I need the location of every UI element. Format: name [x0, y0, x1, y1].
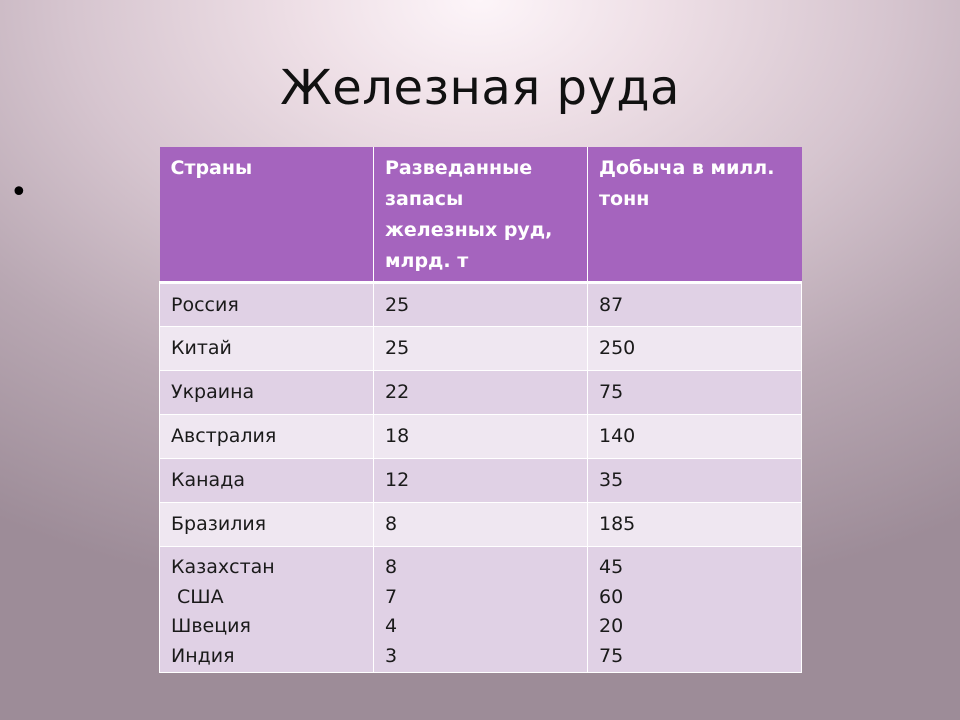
- slide-title: Железная руда: [280, 60, 680, 116]
- table-row: [160, 371, 802, 415]
- table-row-grouped: [160, 547, 802, 673]
- cell-reserves: 4: [385, 615, 398, 637]
- cell-reserves: 7: [385, 585, 398, 608]
- cell-country: США: [171, 585, 224, 608]
- cell-reserves: 3: [385, 644, 398, 667]
- cell-production: 45: [599, 556, 624, 578]
- cell-reserves: 8: [385, 556, 398, 578]
- cell-country: Украина: [160, 371, 374, 415]
- cell-production: 35: [588, 459, 802, 503]
- cell-production: 87: [588, 283, 802, 327]
- header-production: Добыча в милл. тонн: [588, 147, 802, 283]
- table-row: [160, 459, 802, 503]
- table-row: [160, 503, 802, 547]
- table-row: [160, 415, 802, 459]
- cell-reserves: 25: [374, 283, 588, 327]
- cell-country: Китай: [160, 327, 374, 371]
- cell-country: Россия: [160, 283, 374, 327]
- header-reserves: Разведанные запасы железных руд, млрд. т: [374, 147, 588, 283]
- cell-production: 20: [599, 615, 624, 637]
- cell-reserves: 18: [374, 415, 588, 459]
- cell-production: 60: [599, 585, 624, 608]
- header-countries: Страны: [160, 147, 374, 283]
- cell-reserves-group: [374, 547, 588, 673]
- cell-country: Казахстан: [171, 556, 275, 578]
- cell-production: 75: [588, 371, 802, 415]
- cell-production: 75: [599, 644, 624, 667]
- cell-country: Бразилия: [160, 503, 374, 547]
- table-header-row: [160, 147, 802, 283]
- table-row: [160, 327, 802, 371]
- cell-country: Индия: [171, 644, 235, 667]
- cell-country: Швеция: [171, 615, 251, 637]
- cell-country-group: [160, 547, 374, 673]
- iron-ore-table: [159, 147, 802, 673]
- cell-production: 140: [588, 415, 802, 459]
- cell-reserves: 22: [374, 371, 588, 415]
- cell-reserves: 8: [374, 503, 588, 547]
- cell-production: 185: [588, 503, 802, 547]
- cell-production: 250: [588, 327, 802, 371]
- cell-country: Австралия: [160, 415, 374, 459]
- cell-production-group: [588, 547, 802, 673]
- cell-country: Канада: [160, 459, 374, 503]
- table-row: [160, 283, 802, 327]
- cell-reserves: 25: [374, 327, 588, 371]
- cell-reserves: 12: [374, 459, 588, 503]
- bullet-point: •: [10, 175, 28, 210]
